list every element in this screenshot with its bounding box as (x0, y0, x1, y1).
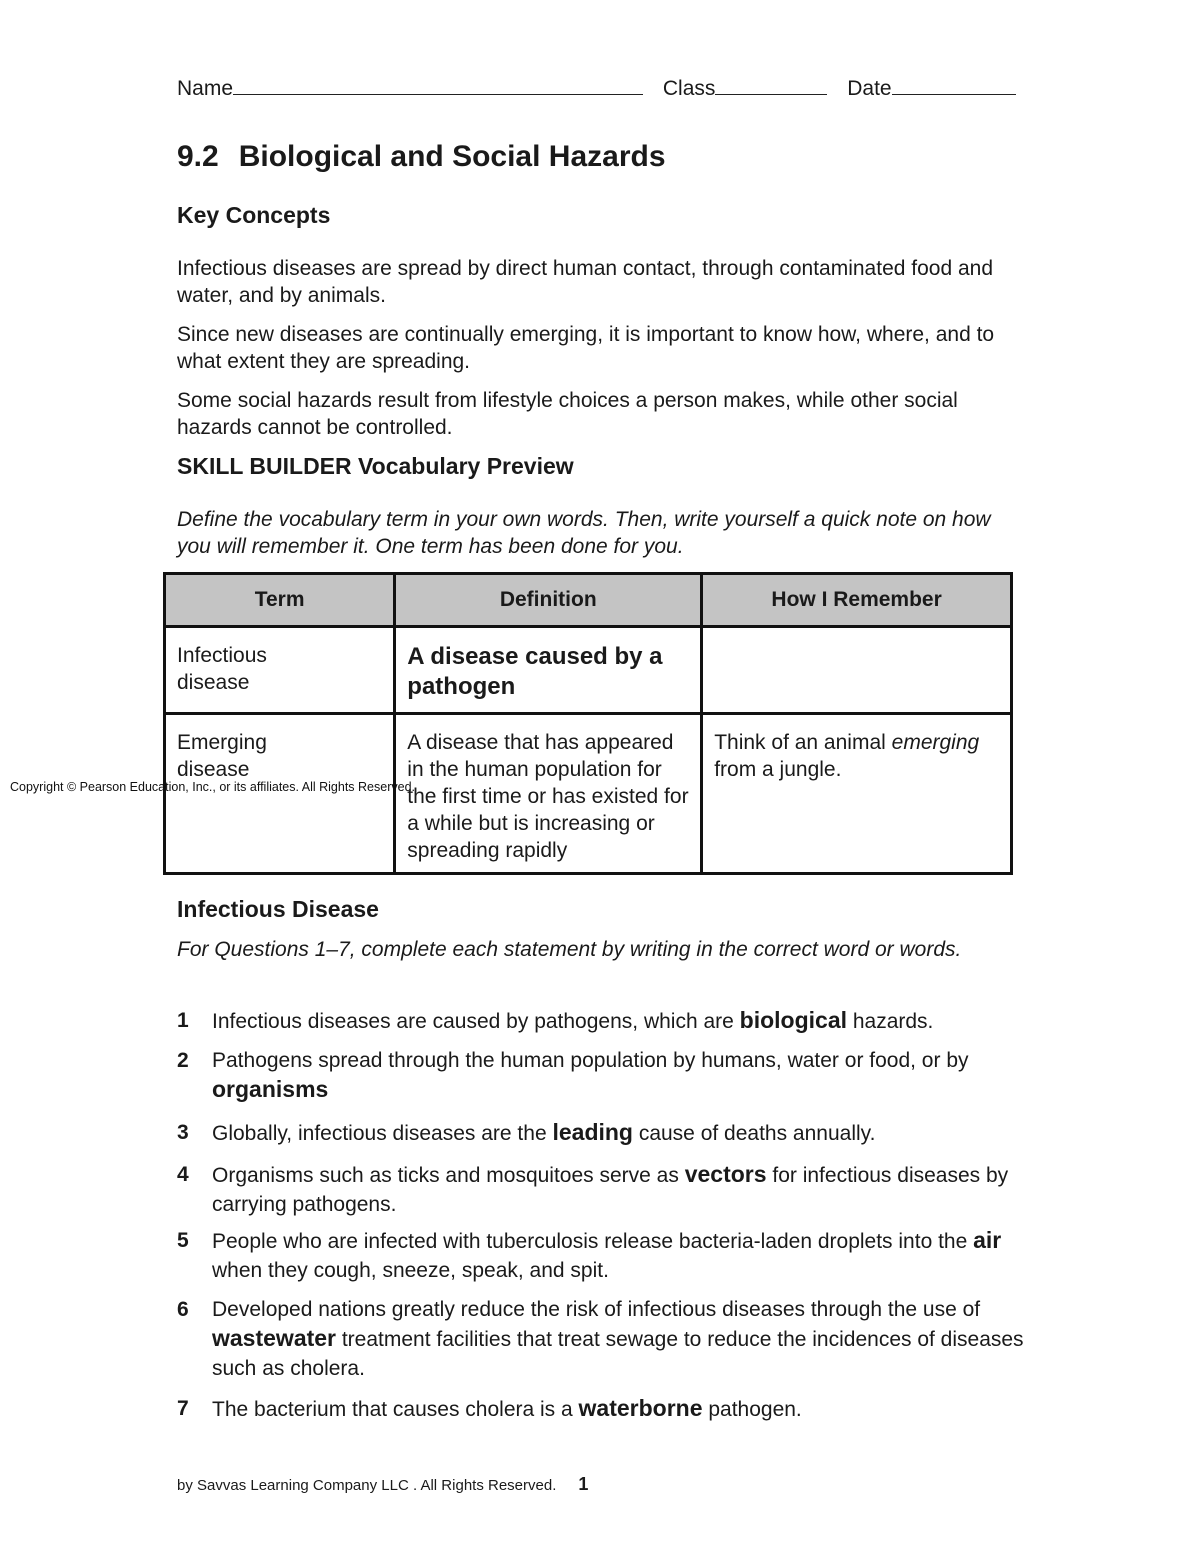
date-field[interactable] (847, 76, 1015, 101)
col-header-remember: How I Remember (702, 574, 1012, 627)
header-fields (177, 76, 1037, 101)
answer-blank[interactable]: leading (552, 1119, 633, 1145)
copyright-notice: Copyright © Pearson Education, Inc., or its affiliates. All Rights Reserved. (10, 780, 416, 794)
vocab-table (163, 572, 1013, 875)
question-number: 6 (177, 1298, 189, 1321)
col-header-definition: Definition (395, 574, 702, 627)
question-number: 4 (177, 1163, 189, 1186)
table-row (165, 627, 1012, 714)
definition-answer: A disease caused by a pathogen (407, 643, 663, 700)
question-number: 2 (177, 1049, 189, 1072)
section-number: 9.2 (177, 140, 219, 173)
remember-cell[interactable] (702, 627, 1012, 714)
answer-blank[interactable]: wastewater (212, 1325, 337, 1351)
col-header-term: Term (165, 574, 395, 627)
question-3: 3 Globally, infectious diseases are the leading cause of deaths annually. (177, 1119, 876, 1145)
answer-blank[interactable]: vectors (684, 1161, 767, 1187)
question-1: 1 Infectious diseases are caused by pathogens, which are biological hazards. (177, 1007, 934, 1033)
table-header-row (165, 574, 1012, 627)
answer-blank[interactable]: waterborne (578, 1395, 703, 1421)
footer-text: by Savvas Learning Company LLC . All Rights Reserved. (177, 1477, 557, 1494)
question-7: 7 The bacterium that causes cholera is a waterborne pathogen. (177, 1395, 802, 1421)
questions-instructions: For Questions 1–7, complete each statement by writing in the correct word or words. (177, 938, 962, 961)
question-2: 2 Pathogens spread through the human population by humans, water or food, or by organisms (177, 1046, 1027, 1105)
question-number: 1 (177, 1009, 189, 1032)
remember-cell: Think of an animal emerging from a jungle. (702, 714, 1012, 874)
name-label: Name (177, 77, 234, 100)
key-concept-3: Some social hazards result from lifestyle choices a person makes, while other social hazards cannot be controlled. (177, 389, 958, 439)
definition-text: A disease that has appeared in the human population for the first time or has existed for a while but is increasing or spreading rapidly (407, 731, 689, 862)
key-concept-2: Since new diseases are continually emerging, it is important to know how, where, and to what extent they are spreading. (177, 323, 995, 373)
class-label: Class (662, 77, 716, 100)
page-number: 1 (578, 1474, 589, 1494)
page-footer (177, 1474, 588, 1495)
answer-blank[interactable]: biological (739, 1007, 847, 1033)
answer-blank[interactable]: air (973, 1227, 1002, 1253)
skill-builder-heading: SKILL BUILDER Vocabulary Preview (177, 453, 574, 479)
answer-blank[interactable]: organisms (212, 1076, 329, 1102)
date-label: Date (847, 77, 892, 100)
term-cell: Emerging disease (165, 714, 395, 874)
key-concept-1: Infectious diseases are spread by direct human contact, through contaminated food and water, and by animals. (177, 257, 994, 307)
question-6: 6 Developed nations greatly reduce the risk of infectious diseases through the use of wastewater treatment facilities that treat sewage to reduce the incidences of diseases such as cholera. (177, 1295, 1027, 1383)
section-title: Biological and Social Hazards (238, 140, 666, 173)
definition-cell[interactable] (395, 627, 702, 714)
page-title (177, 140, 666, 174)
question-5: 5 People who are infected with tuberculosis release bacteria-laden droplets into the air when they cough, sneeze, speak, and spit. (177, 1227, 1002, 1282)
infectious-disease-heading: Infectious Disease (177, 896, 379, 922)
name-field[interactable] (177, 76, 643, 101)
definition-cell (395, 714, 702, 874)
vocab-instructions: Define the vocabulary term in your own words. Then, write yourself a quick note on how you will remember it. One term has been done for you. (177, 508, 991, 558)
term-cell: Infectious disease (165, 627, 395, 714)
question-number: 5 (177, 1229, 189, 1252)
question-number: 7 (177, 1397, 189, 1420)
question-4: 4 Organisms such as ticks and mosquitoes serve as vectors for infectious diseases by carrying pathogens. (177, 1161, 1009, 1216)
key-concepts-heading: Key Concepts (177, 202, 331, 228)
question-number: 3 (177, 1121, 189, 1144)
class-field[interactable] (663, 76, 828, 101)
